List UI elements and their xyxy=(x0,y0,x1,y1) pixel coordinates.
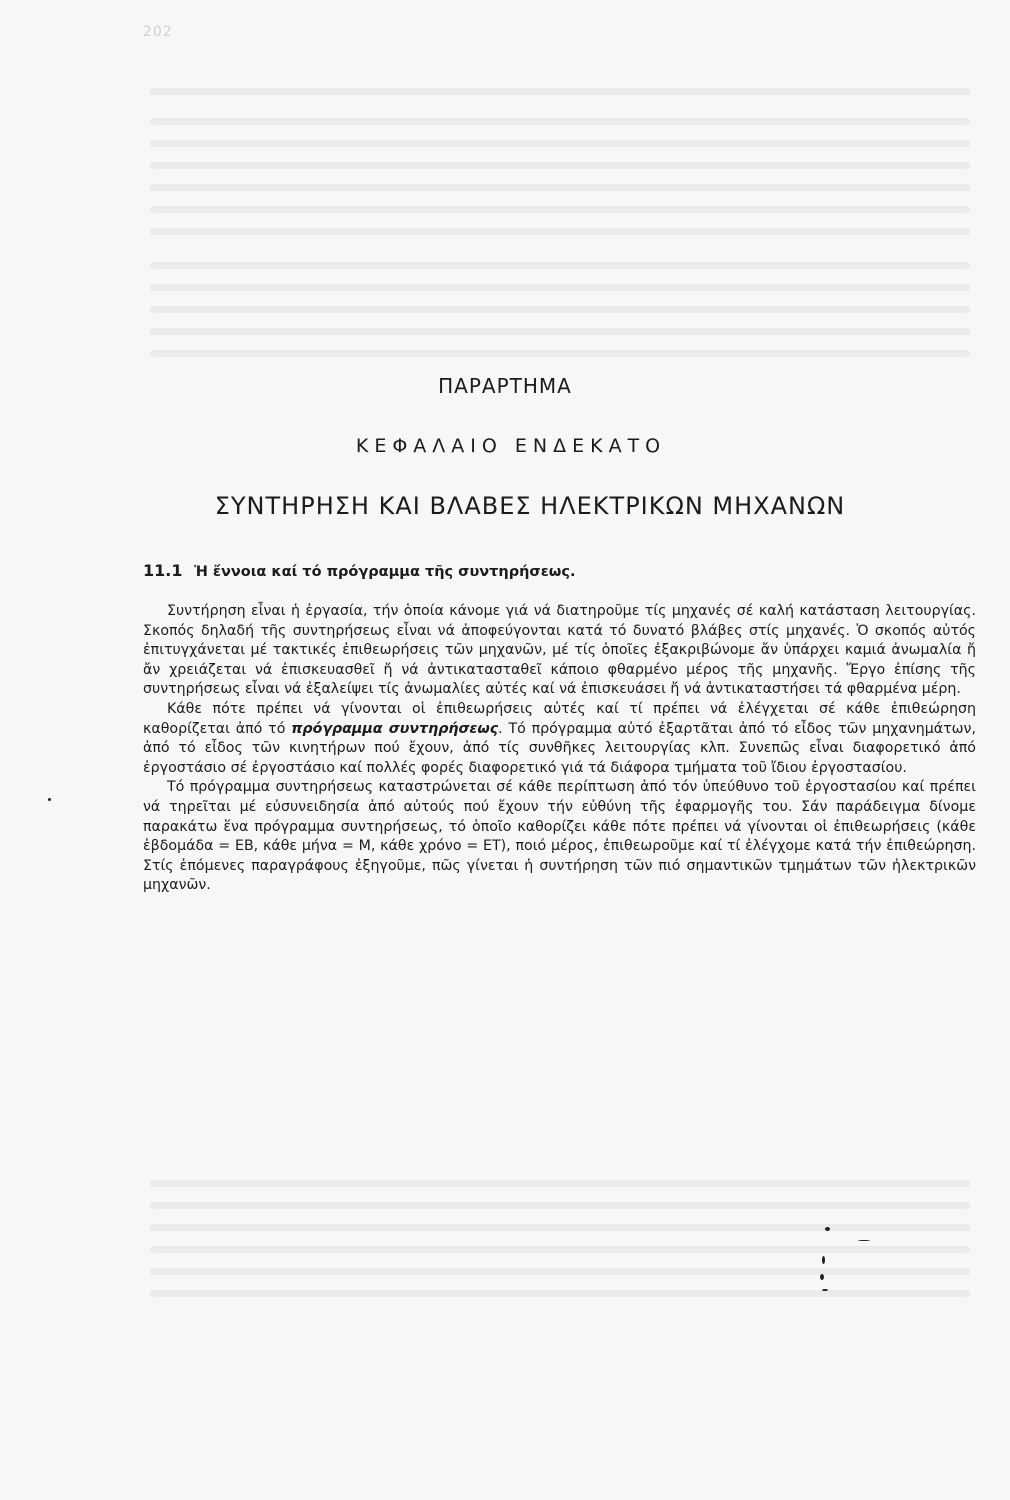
body-text xyxy=(143,602,976,896)
paragraph-3: Τό πρόγραμμα συντηρήσεως καταστρώνεται σέ κάθε περίπτωση ἀπό τόν ὑπεύθυνο τοῦ ἐργοστασίου καί πρέπει νά τηρεῖται μέ εὐσυνειδησία ἀπό αὐτούς πού ἔχουν τήν εὐθύνη τῆς ἐφαρμογῆς του. Σάν παράδειγμα δίνομε παρακάτω ἕνα πρόγραμμα συντηρήσεως, τό ὁποῖο καθορίζει κάθε πότε πρέπει νά γίνονται οἱ ἐπιθεωρήσεις (κάθε ἑβδομάδα = ΕΒ, κάθε μήνα = Μ, κάθε χρόνο = ΕΤ), ποιό μέρος, ἐπιθεωροῦμε καί τί ἐλέγχομε κατά τήν ἐπιθεώρηση. Στίς ἑπόμενες παραγράφους ἐξηγοῦμε, πῶς γίνεται ἡ συντήρηση τῶν πιό σημαντικῶν τμημάτων τῶν ἠλεκτρικῶν μηχανῶν. xyxy=(143,779,976,894)
section-heading xyxy=(143,561,575,580)
chapter-subtitle: ΣΥΝΤΗΡΗΣΗ ΚΑΙ ΒΛΑΒΕΣ ΗΛΕΚΤΡΙΚΩΝ ΜΗΧΑΝΩΝ xyxy=(214,492,846,520)
section-number: 11.1 xyxy=(143,561,183,580)
paragraph-1: Συντήρηση εἶναι ἡ ἐργασία, τήν ὁποία κάνομε γιά νά διατηροῦμε τίς μηχανές σέ καλή κατάσταση λειτουργίας. Σκοπός δηλαδή τῆς συντηρήσεως εἶναι νά ἀποφεύγονται κατά τό δυνατό βλάβες στίς μηχανές. Ὁ σκοπός αὐτός ἐπιτυγχάνεται μέ τακτικές ἐπιθεωρήσεις τῶν μηχανῶν, μέ τίς ὁποῖες ἐξακριβώνομε ἄν ὑπάρχει καμιά ἀνωμαλία ἤ ἄν χρειάζεται νά ἐπισκευασθεῖ ἤ νά ἀντικατασταθεῖ κάποιο φθαρμένο μέρος τῆς μηχανῆς. Ἔργο ἐπίσης τῆς συντηρήσεως εἶναι νά ἐξαλείψει τίς ἀνωμαλίες αὐτές καί νά ἐπισκευάσει ἤ νά ἀντικαταστήσει τά φθαρμένα μέρη. xyxy=(143,603,976,698)
paragraph-2-end: . Τό πρόγραμμα αὐτό ἐξαρτᾶται ἀπό τό εἶδος τῶν μηχανημάτων, ἀπό τό εἶδος τῶν κινητήρων πού ἔχουν, ἀπό τίς συνθῆκες λειτουργίας κλπ. Συνεπῶς εἶναι διαφορετικό ἀπό ἐργοστάσιο σέ ἐργοστάσιο καί πολλές φορές διαφορετικό γιά τά διάφορα τμήματα τοῦ ἴδιου ἐργοστασίου. xyxy=(143,720,976,776)
appendix-title: ΠΑΡΑΡΤΗΜΑ xyxy=(438,374,572,398)
section-title: Ἡ ἔννοια καί τό πρόγραμμα τῆς συντηρήσεως. xyxy=(194,564,576,580)
chapter-title: ΚΕΦΑΛΑΙΟ ΕΝΔΕΚΑΤΟ xyxy=(355,435,667,457)
paragraph-2 xyxy=(143,700,976,778)
paragraph-2-start: Κάθε πότε πρέπει νά γίνονται οἱ ἐπιθεωρήσεις αὐτές καί τί πρέπει νά ἐλέγχεται σέ κάθε ἐπιθεώρηση καθορίζεται ἀπό τό xyxy=(143,700,976,737)
page-number: 202 xyxy=(143,24,173,40)
maintenance-program-term: πρόγραμμα συντηρήσεως xyxy=(291,720,499,737)
